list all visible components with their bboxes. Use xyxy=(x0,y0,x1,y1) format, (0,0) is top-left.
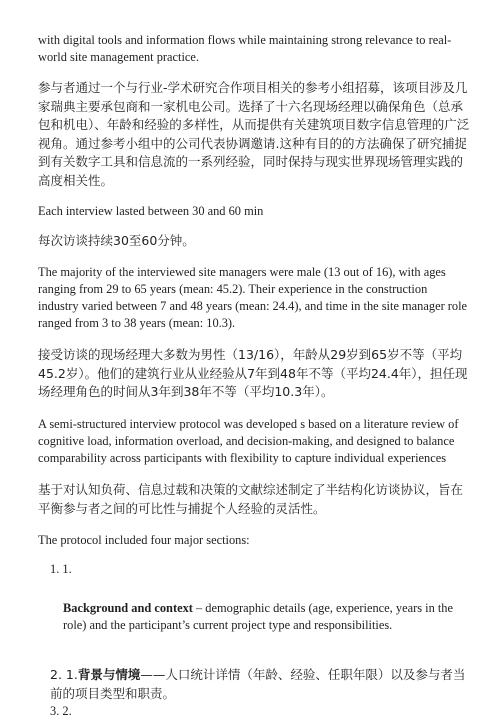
list-item-text: ——人口统计详情（年龄、经验、任职年限）以及参与者当前的项目类型和职责。 xyxy=(50,667,466,701)
list-item-number: 3. 2. xyxy=(50,704,72,719)
paragraph-zh-demographics: 接受访谈的现场经理大多数为男性（13/16），年龄从29岁到65岁不等（平均45.2岁）。他们的建筑行业从业经验从7年到48年不等（平均24.4年），担任现场经理角色的时间从3年到38年不等（平均10.3年）。 xyxy=(38,347,468,400)
paragraph-zh-protocol: 基于对认知负荷、信息过载和决策的文献综述制定了半结构化访谈协议，旨在平衡参与者之间的可比性与捕捉个人经验的灵活性。 xyxy=(38,481,464,516)
paragraph-en-demographics: The majority of the interviewed site managers were male (13 out of 16), with ages ranging from 29 to 65 years (mean: 45.2). Their experience in the construction industry varied between 7 and 48 years (mean: 24.4), and time in the site manager role ranged from 3 to 38 years (mean: 10.3). xyxy=(38,265,468,331)
paragraph-en-protocol-sections: The protocol included four major sections: xyxy=(38,533,250,548)
list-item-number: 1. 1. xyxy=(50,562,72,577)
paragraph-en-intro-tail: with digital tools and information flows while maintaining strong relevance to real-world site management practice. xyxy=(38,33,452,64)
list-item-heading: 背景与情境 xyxy=(77,667,141,683)
list-item-zh-background xyxy=(38,666,470,703)
paragraph-zh-recruitment: 参与者通过一个与行业-学术研究合作项目相关的参考小组招募，该项目涉及几家瑞典主要承包商和一家机电公司。选择了十六名现场经理以确保角色（总承包和机电）、年龄和经验的多样性，从而提供有关建筑项目数字信息管理的广泛视角。通过参考小组中的公司代表协调邀请.这种有目的的方法确保了研究捕捉到有关数字工具和信息流的一系列经验，同时保持与现实世界现场管理实践的高度相关性。 xyxy=(38,80,470,188)
paragraph-zh-interview-duration: 每次访谈持续30至60分钟。 xyxy=(38,232,195,248)
paragraph-en-interview-duration: Each interview lasted between 30 and 60 min xyxy=(38,203,264,218)
protocol-sections-list xyxy=(38,561,470,720)
paragraph-en-protocol: A semi-structured interview protocol was developed s based on a literature review of cognitive load, information overload, and decision-making, and designed to balance comparability across participants with flexibility to capture individual experiences xyxy=(38,416,459,465)
list-item-en-background xyxy=(38,600,470,634)
list-item-number: 2. 1. xyxy=(50,667,78,683)
list-item-heading: Background and context xyxy=(63,601,193,616)
list-item-text: – demographic details (age, experience, years in the role) and the participant’s current project type and responsibilities. xyxy=(63,601,453,633)
